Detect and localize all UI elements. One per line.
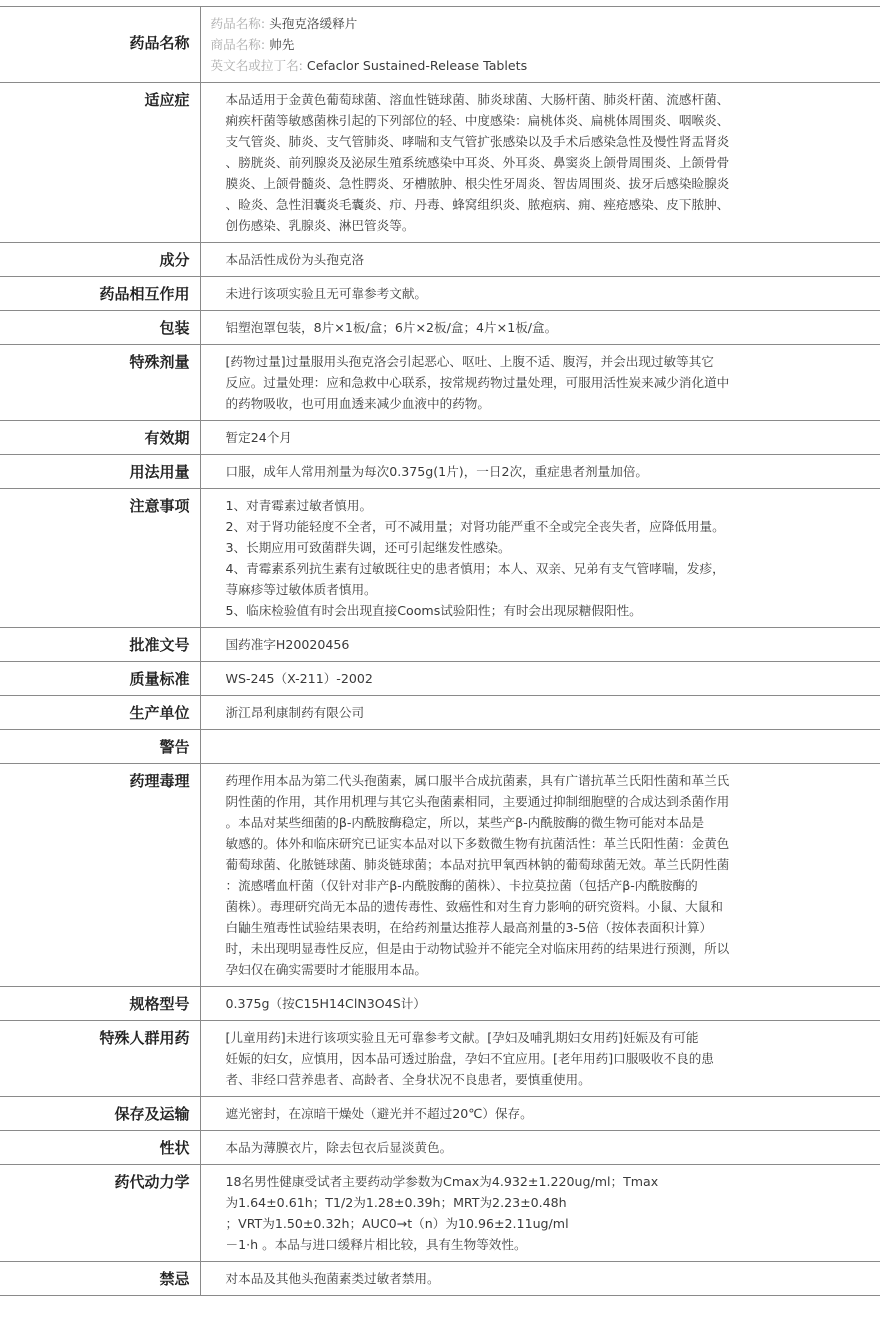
value-line: 、睑炎、急性泪囊炎毛囊炎、疖、丹毒、蜂窝组织炎、脓疱病、痈、痤疮感染、皮下脓肿、 — [225, 197, 730, 212]
trade-name-label: 商品名称: — [210, 37, 266, 52]
row-label: 适应症 — [0, 83, 200, 243]
row-label: 有效期 — [0, 421, 200, 455]
drug-name-label: 药品名称: — [210, 16, 266, 31]
drug-names-cell — [200, 7, 880, 83]
row-value — [200, 83, 880, 243]
row-label: 成分 — [0, 243, 200, 277]
row-label: 性状 — [0, 1131, 200, 1165]
table-row-drug-names — [0, 7, 880, 83]
value-line: 反应。过量处理：应和急救中心联系，按常规药物过量处理，可服用活性炭来减少消化道中 — [225, 375, 730, 390]
value-line: 未进行该项实验且无可靠参考文献。 — [225, 286, 427, 301]
drug-spec-table — [0, 6, 880, 1296]
value-line: 的药物吸收，也可用血透来减少血液中的药物。 — [225, 396, 490, 411]
value-line: 18名男性健康受试者主要药动学参数为Cmax为4.932±1.220ug/ml；Tmax — [225, 1174, 659, 1189]
value-line: 对本品及其他头孢菌素类过敏者禁用。 — [225, 1271, 440, 1286]
row-value — [200, 730, 880, 764]
table-row — [0, 421, 880, 455]
spec-table-body — [0, 7, 880, 1296]
table-row — [0, 311, 880, 345]
row-label: 质量标准 — [0, 662, 200, 696]
row-value — [200, 662, 880, 696]
value-line: ；VRT为1.50±0.32h；AUC0→t（n）为10.96±2.11ug/ml — [225, 1216, 569, 1231]
row-label: 警告 — [0, 730, 200, 764]
value-line: 2、对于肾功能轻度不全者，可不减用量；对肾功能严重不全或完全丧失者，应降低用量。 — [225, 519, 725, 534]
row-value — [200, 489, 880, 628]
value-line: 菌株）。毒理研究尚无本品的遗传毒性、致癌性和对生育力影响的研究资料。小鼠、大鼠和 — [225, 899, 723, 914]
row-value — [200, 764, 880, 987]
value-line: ：流感嗜血杆菌（仅针对非产β-内酰胺酶的菌株）、卡拉莫拉菌（包括产β-内酰胺酶的 — [225, 878, 698, 893]
row-label: 药代动力学 — [0, 1165, 200, 1262]
row-value — [200, 1021, 880, 1097]
value-line: 阴性菌的作用，其作用机理与其它头孢菌素相同，主要通过抑制细胞壁的合成达到杀菌作用 — [225, 794, 730, 809]
value-line: 5、临床检验值有时会出现直接Cooms试验阳性；有时会出现尿糖假阳性。 — [225, 603, 642, 618]
row-value — [200, 1097, 880, 1131]
value-line: 、膀胱炎、前列腺炎及泌尿生殖系统感染中耳炎、外耳炎、鼻窦炎上颌骨周围炎、上颌骨骨 — [225, 155, 730, 170]
value-line: 。本品对某些细菌的β-内酰胺酶稳定，所以，某些产β-内酰胺酶的微生物可能对本品是 — [225, 815, 705, 830]
value-line: 本品为薄膜衣片，除去包衣后显淡黄色。 — [225, 1140, 453, 1155]
row-label: 禁忌 — [0, 1262, 200, 1296]
value-line: 0.375g（按C15H14ClN3O4S计） — [225, 996, 426, 1011]
table-row — [0, 1097, 880, 1131]
row-value — [200, 987, 880, 1021]
value-line: 1、对青霉素过敏者慎用。 — [225, 498, 373, 513]
value-line: 葡萄球菌、化脓链球菌、肺炎链球菌；本品对抗甲氧西林钠的葡萄球菌无效。革兰氏阴性菌 — [225, 857, 730, 872]
value-line: 本品活性成份为头孢克洛 — [225, 252, 365, 267]
drug-name-value: 头孢克洛缓释片 — [269, 16, 358, 31]
english-name-value: Cefaclor Sustained-Release Tablets — [306, 58, 528, 73]
table-row — [0, 696, 880, 730]
table-row — [0, 764, 880, 987]
row-value — [200, 455, 880, 489]
table-row — [0, 1262, 880, 1296]
row-label: 注意事项 — [0, 489, 200, 628]
value-line: [药物过量]过量服用头孢克洛会引起恶心、呕吐、上腹不适、腹泻，并会出现过敏等其它 — [225, 354, 714, 369]
table-row — [0, 83, 880, 243]
value-line: 为1.64±0.61h；T1/2为1.28±0.39h；MRT为2.23±0.48h — [225, 1195, 567, 1210]
value-line: 荨麻疹等过敏体质者慎用。 — [225, 582, 377, 597]
table-row — [0, 243, 880, 277]
table-row — [0, 662, 880, 696]
row-value — [200, 311, 880, 345]
row-value — [200, 628, 880, 662]
value-line: 敏感的。体外和临床研究已证实本品对以下多数微生物有抗菌活性：革兰氏阳性菌：金黄色 — [225, 836, 730, 851]
value-line: 支气管炎、肺炎、支气管肺炎、哮喘和支气管扩张感染以及手术后感染急性及慢性肾盂肾炎 — [225, 134, 730, 149]
row-label: 批准文号 — [0, 628, 200, 662]
row-label: 生产单位 — [0, 696, 200, 730]
value-line: 4、青霉素系列抗生素有过敏既往史的患者慎用；本人、双亲、兄弟有支气管哮喘，发疹， — [225, 561, 725, 576]
empty-value — [226, 736, 791, 756]
trade-name-value: 帅先 — [269, 37, 295, 52]
row-value — [200, 1131, 880, 1165]
row-value — [200, 277, 880, 311]
value-line: WS-245（X-211）-2002 — [225, 671, 373, 686]
value-line: －1·h 。本品与进口缓释片相比较，具有生物等效性。 — [225, 1237, 527, 1252]
row-value — [200, 345, 880, 421]
table-row — [0, 628, 880, 662]
value-line: 白鼬生殖毒性试验结果表明，在给药剂量达推荐人最高剂量的3-5倍（按体表面积计算） — [225, 920, 713, 935]
table-row — [0, 987, 880, 1021]
table-row — [0, 277, 880, 311]
table-row — [0, 1165, 880, 1262]
row-value — [200, 421, 880, 455]
row-label: 药品相互作用 — [0, 277, 200, 311]
value-line: 膜炎、上颌骨髓炎、急性腭炎、牙槽脓肿、根尖性牙周炎、智齿周围炎、拔牙后感染睑腺炎 — [225, 176, 730, 191]
value-line: 创伤感染、乳腺炎、淋巴管炎等。 — [225, 218, 415, 233]
value-line: 痢疾杆菌等敏感菌株引起的下列部位的轻、中度感染：扁桃体炎、扁桃体周围炎、咽喉炎、 — [225, 113, 730, 128]
value-line: 本品适用于金黄色葡萄球菌、溶血性链球菌、肺炎球菌、大肠杆菌、肺炎杆菌、流感杆菌、 — [225, 92, 730, 107]
row-label: 用法用量 — [0, 455, 200, 489]
value-line: 遮光密封，在凉暗干燥处（避光并不超过20℃）保存。 — [225, 1106, 533, 1121]
row-value — [200, 696, 880, 730]
table-row — [0, 1021, 880, 1097]
trade-name-line — [211, 34, 791, 55]
value-line: 孕妇仅在确实需要时才能服用本品。 — [225, 962, 427, 977]
value-line: 浙江昂利康制药有限公司 — [225, 705, 365, 720]
row-label: 特殊剂量 — [0, 345, 200, 421]
value-line: [儿童用药]未进行该项实验且无可靠参考文献。[孕妇及哺乳期妇女用药]妊娠及有可能 — [225, 1030, 699, 1045]
table-row — [0, 1131, 880, 1165]
value-line: 口服，成年人常用剂量为每次0.375g(1片)，一日2次，重症患者剂量加倍。 — [225, 464, 649, 479]
value-line: 时，未出现明显毒性反应，但是由于动物试验并不能完全对临床用药的结果进行预测，所以 — [225, 941, 730, 956]
row-label: 药理毒理 — [0, 764, 200, 987]
table-row — [0, 489, 880, 628]
value-line: 暂定24个月 — [225, 430, 292, 445]
row-label: 药品名称 — [0, 7, 200, 83]
table-row — [0, 345, 880, 421]
english-name-line — [211, 55, 791, 76]
row-label: 保存及运输 — [0, 1097, 200, 1131]
english-name-label: 英文名或拉丁名: — [210, 58, 303, 73]
value-line: 国药准字H20020456 — [225, 637, 350, 652]
row-value — [200, 1165, 880, 1262]
value-line: 铝塑泡罩包装，8片×1板/盒；6片×2板/盒；4片×1板/盒。 — [225, 320, 558, 335]
row-label: 规格型号 — [0, 987, 200, 1021]
drug-name-line — [211, 13, 791, 34]
row-value — [200, 243, 880, 277]
value-line: 妊娠的妇女，应慎用，因本品可透过胎盘，孕妇不宜应用。[老年用药]口服吸收不良的患 — [225, 1051, 714, 1066]
row-label: 包装 — [0, 311, 200, 345]
value-line: 者、非经口营养患者、高龄者、全身状况不良患者，要慎重使用。 — [225, 1072, 591, 1087]
value-line: 药理作用本品为第二代头孢菌素，属口服半合成抗菌素，具有广谱抗革兰氏阳性菌和革兰氏 — [225, 773, 730, 788]
row-value — [200, 1262, 880, 1296]
table-row — [0, 455, 880, 489]
value-line: 3、长期应用可致菌群失调，还可引起继发性感染。 — [225, 540, 511, 555]
row-label: 特殊人群用药 — [0, 1021, 200, 1097]
table-row — [0, 730, 880, 764]
